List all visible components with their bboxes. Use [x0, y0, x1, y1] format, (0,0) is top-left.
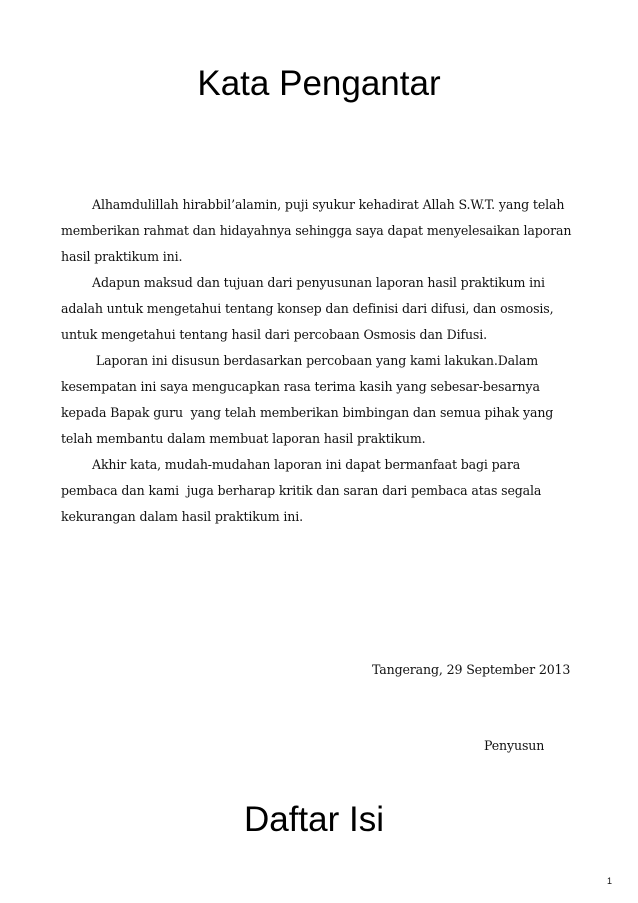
text-line: adalah untuk mengetahui tentang konsep dan definisi dari difusi, dan osmosis, — [61, 301, 554, 316]
author-signature: Penyusun — [484, 738, 545, 753]
text-line: telah membantu dalam membuat laporan hasil praktikum. — [61, 431, 426, 446]
place-date: Tangerang, 29 September 2013 — [372, 662, 571, 677]
text-line: kepada Bapak guru yang telah memberikan bimbingan dan semua pihak yang — [61, 405, 554, 420]
section-heading-daftar-isi: Daftar Isi — [243, 800, 385, 839]
text-line: untuk mengetahui tentang hasil dari percobaan Osmosis dan Difusi. — [61, 327, 487, 342]
text-line: hasil praktikum ini. — [61, 249, 183, 264]
text-line: kekurangan dalam hasil praktikum ini. — [61, 509, 303, 524]
page-title: Kata Pengantar — [197, 64, 441, 103]
text-line: pembaca dan kami juga berharap kritik dan saran dari pembaca atas segala — [61, 483, 542, 498]
text-line: memberikan rahmat dan hidayahnya sehingga saya dapat menyelesaikan laporan — [61, 223, 572, 238]
text-line: Adapun maksud dan tujuan dari penyusunan laporan hasil praktikum ini — [92, 275, 545, 290]
text-line: Akhir kata, mudah-mudahan laporan ini dapat bermanfaat bagi para — [92, 457, 521, 472]
page-number: 1 — [606, 876, 612, 886]
text-line: Alhamdulillah hirabbil’alamin, puji syukur kehadirat Allah S.W.T. yang telah — [92, 197, 565, 212]
text-line: Laporan ini disusun berdasarkan percobaan yang kami lakukan.Dalam — [92, 353, 539, 368]
text-line: kesempatan ini saya mengucapkan rasa terima kasih yang sebesar-besarnya — [61, 379, 540, 394]
